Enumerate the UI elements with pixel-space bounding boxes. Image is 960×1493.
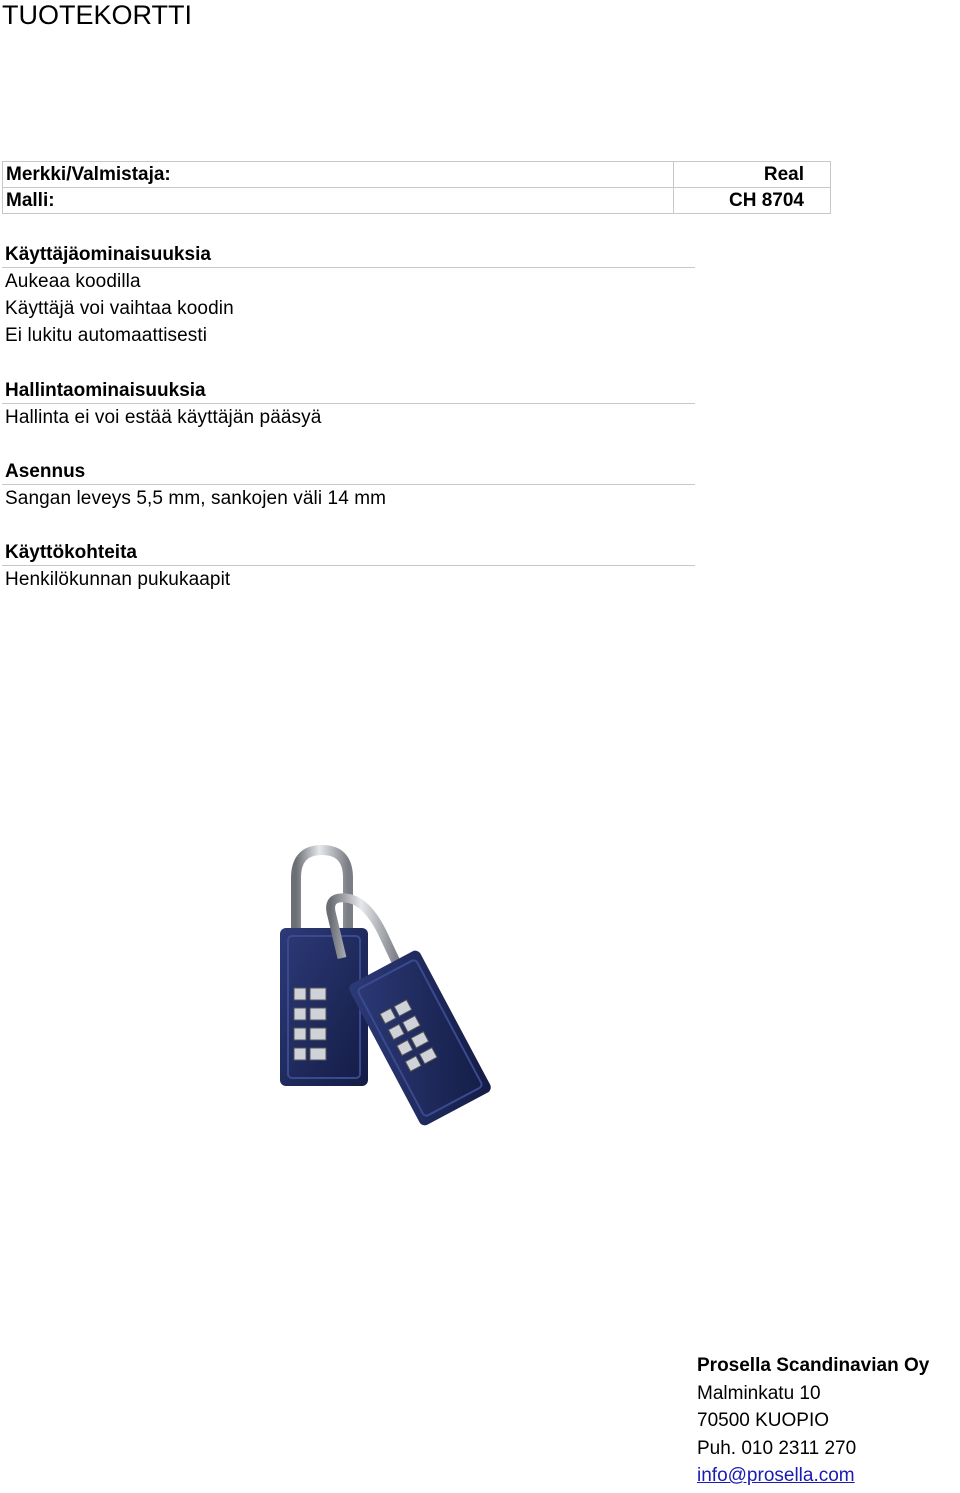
product-photo xyxy=(270,838,520,1138)
document-title: TUOTEKORTTI xyxy=(2,0,193,30)
list-item: Hallinta ei voi estää käyttäjän pääsyä xyxy=(5,407,322,428)
shackle-icon xyxy=(296,850,348,933)
section-heading: Hallintaominaisuuksia xyxy=(2,378,695,404)
spec-value: Real xyxy=(674,162,831,188)
section-heading: Käyttäjäominaisuuksia xyxy=(2,242,695,268)
company-name: Prosella Scandinavian Oy xyxy=(697,1355,930,1376)
list-item: Aukeaa koodilla xyxy=(5,271,141,292)
section-heading: Asennus xyxy=(2,459,695,485)
section-user-features xyxy=(2,242,695,349)
list-item: Henkilökunnan pukukaapit xyxy=(5,569,231,590)
spec-row-model xyxy=(3,188,831,214)
spec-label: Merkki/Valmistaja: xyxy=(3,162,674,188)
list-item: Ei lukitu automaattisesti xyxy=(5,325,208,346)
section-heading: Käyttökohteita xyxy=(2,540,695,566)
spec-row-brand xyxy=(3,162,831,188)
section-use-cases xyxy=(2,540,695,593)
company-contact xyxy=(697,1352,929,1490)
section-admin-features xyxy=(2,378,695,431)
list-item: Käyttäjä voi vaihtaa koodin xyxy=(5,298,234,319)
spec-value: CH 8704 xyxy=(674,188,831,214)
email-link[interactable]: info@prosella.com xyxy=(697,1465,855,1486)
padlock-body-icon xyxy=(280,928,368,1086)
spec-label: Malli: xyxy=(3,188,674,214)
list-item: Sangan leveys 5,5 mm, sankojen väli 14 mm xyxy=(5,488,387,509)
spec-table xyxy=(2,161,831,214)
section-installation xyxy=(2,459,695,512)
postal-city: 70500 KUOPIO xyxy=(697,1410,830,1431)
street-address: Malminkatu 10 xyxy=(697,1382,821,1404)
phone-number: Puh. 010 2311 270 xyxy=(697,1437,857,1459)
